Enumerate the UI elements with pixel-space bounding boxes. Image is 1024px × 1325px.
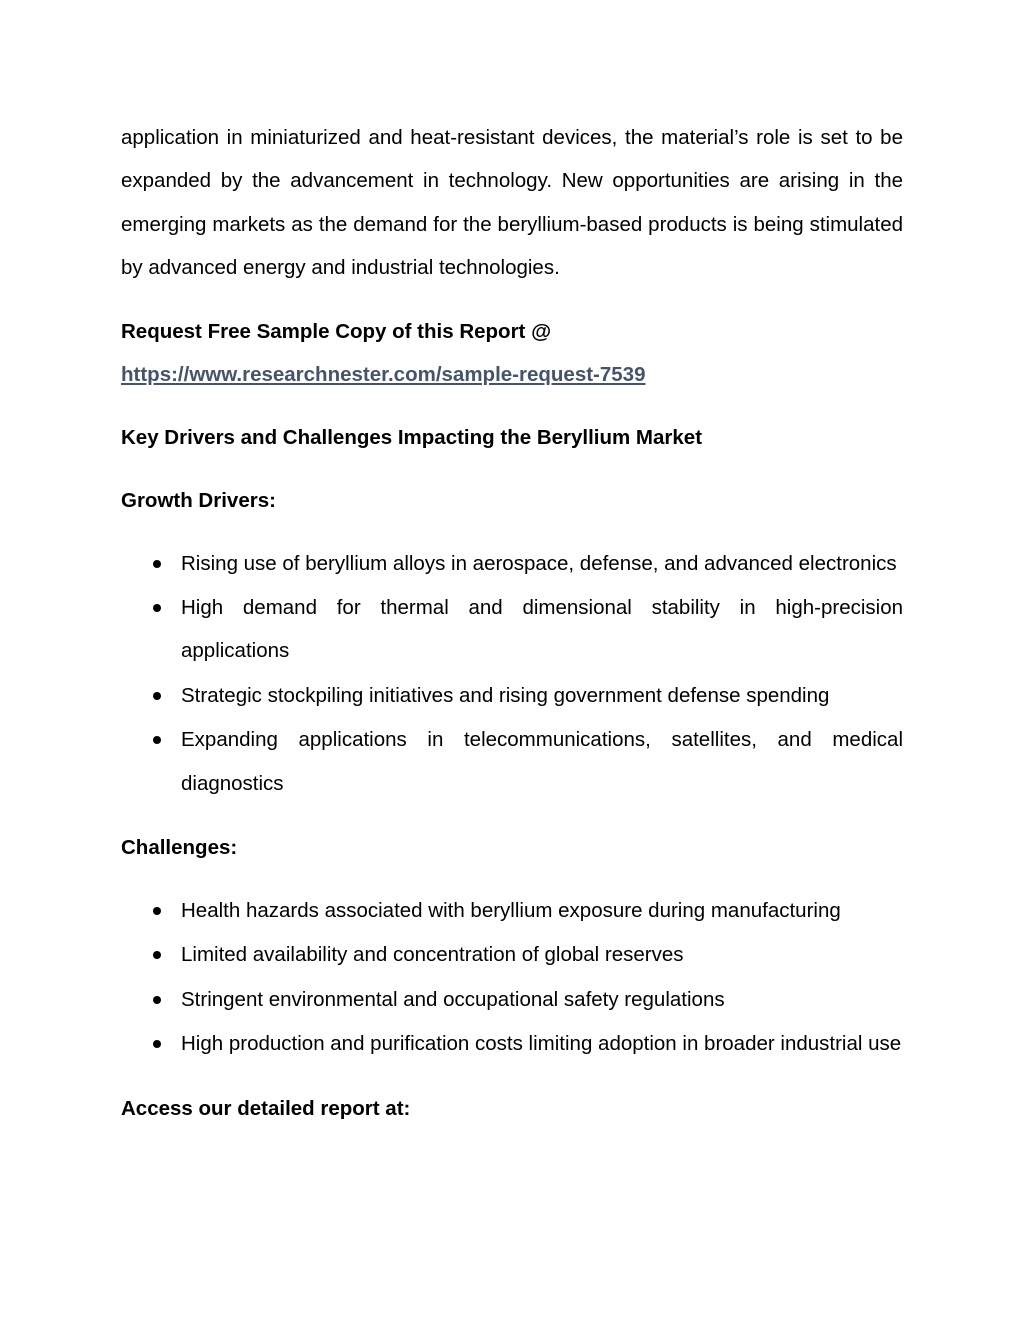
- sample-request-link[interactable]: https://www.researchnester.com/sample-request-7539: [121, 362, 646, 386]
- spacer: [121, 290, 903, 310]
- bullet-icon: [153, 907, 161, 915]
- list-item-text: Strategic stockpiling initiatives and rising government defense spending: [181, 683, 830, 707]
- bullet-icon: [153, 1040, 161, 1048]
- intro-paragraph: application in miniaturized and heat-resistant devices, the material’s role is set to be expanded by the advancement in technology. New opportunities are arising in the emerging markets as the demand for the beryllium-based products is being stimulated by advanced energy and industrial technologies.: [121, 126, 903, 280]
- access-report-label: Access our detailed report at:: [121, 1096, 411, 1120]
- bullet-icon: [153, 560, 161, 568]
- list-item-text: Health hazards associated with beryllium exposure during manufacturing: [181, 899, 841, 923]
- spacer: [121, 396, 903, 416]
- challenges-heading: Challenges:: [121, 836, 238, 860]
- list-item-text: Stringent environmental and occupational safety regulations: [181, 987, 725, 1011]
- bullet-icon: [153, 996, 161, 1004]
- list-item-text: Expanding applications in telecommunications, satellites, and medical diagnostics: [181, 728, 903, 795]
- sample-request-label: Request Free Sample Copy of this Report @: [121, 319, 552, 343]
- list-item: [121, 978, 903, 1021]
- list-item: [121, 1022, 903, 1065]
- list-item: [121, 933, 903, 976]
- bullet-icon: [153, 604, 161, 612]
- spacer: [121, 1067, 903, 1087]
- growth-drivers-list: [121, 542, 903, 805]
- spacer: [121, 869, 903, 889]
- spacer: [121, 806, 903, 826]
- growth-drivers-heading: Growth Drivers:: [121, 488, 276, 512]
- list-item-text: High demand for thermal and dimensional stability in high-precision applications: [181, 596, 903, 663]
- list-item-text: High production and purification costs limiting adoption in broader industrial use: [181, 1032, 902, 1056]
- document-content: [121, 116, 903, 1130]
- bullet-icon: [153, 736, 161, 744]
- section-title: Key Drivers and Challenges Impacting the Beryllium Market: [121, 425, 703, 449]
- challenges-list: [121, 889, 903, 1066]
- list-item: [121, 718, 903, 805]
- list-item: [121, 674, 903, 717]
- spacer: [121, 522, 903, 542]
- list-item-text: Rising use of beryllium alloys in aerospace, defense, and advanced electronics: [181, 551, 897, 575]
- list-item-text: Limited availability and concentration of global reserves: [181, 943, 684, 967]
- bullet-icon: [153, 951, 161, 959]
- list-item: [121, 542, 903, 585]
- list-item: [121, 889, 903, 932]
- bullet-icon: [153, 692, 161, 700]
- list-item: [121, 586, 903, 673]
- spacer: [121, 459, 903, 479]
